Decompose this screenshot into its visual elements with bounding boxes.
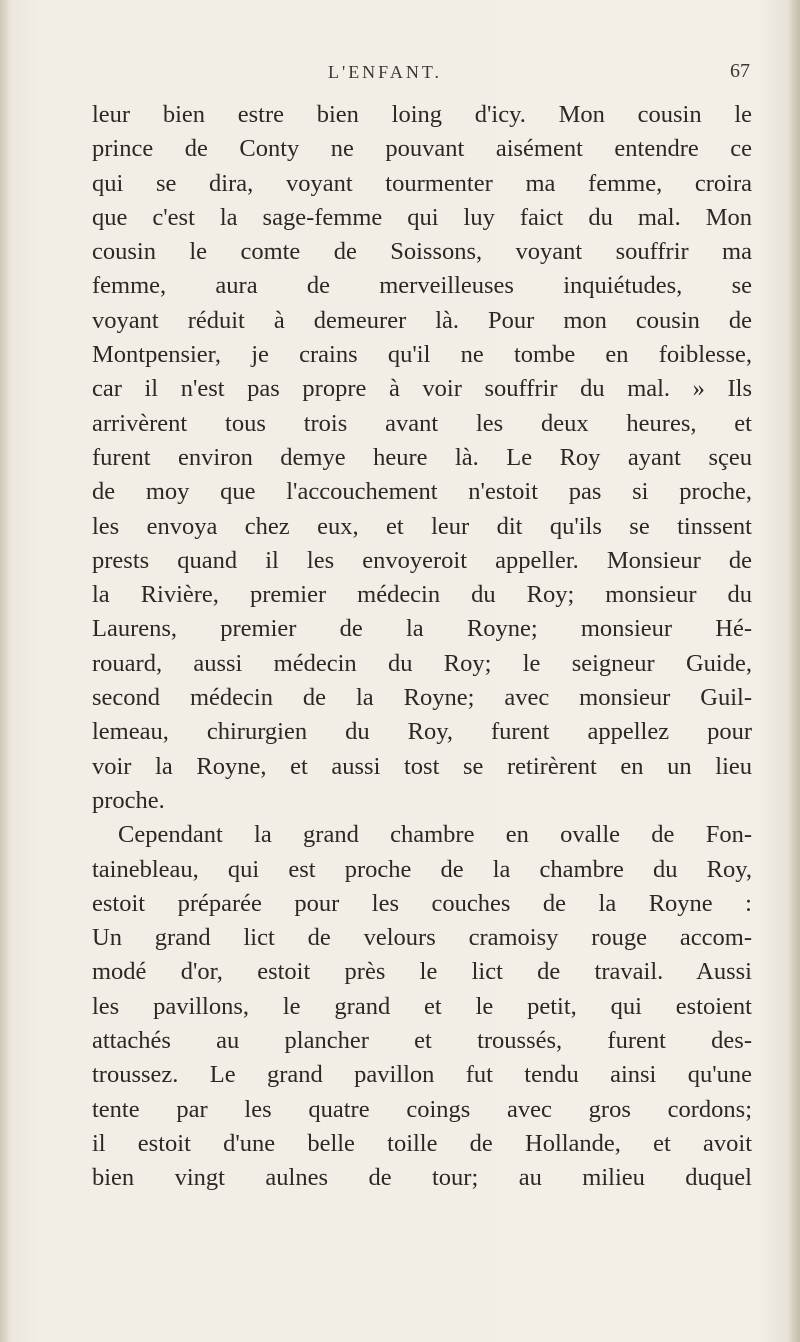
text-line: Laurens, premier de la Royne; monsieur Hé- bbox=[92, 615, 752, 643]
text-line: lemeau, chirurgien du Roy, furent appellez pour bbox=[92, 718, 752, 746]
text-line: les pavillons, le grand et le petit, qui estoient bbox=[92, 992, 752, 1020]
text-line: voir la Royne, et aussi tost se retirèrent en un lieu bbox=[92, 752, 752, 780]
text-line: Montpensier, je crains qu'il ne tombe en foiblesse, bbox=[92, 341, 752, 369]
text-line: tente par les quatre coings avec gros cordons; bbox=[92, 1095, 752, 1123]
text-line: de moy que l'accouchement n'estoit pas si proche, bbox=[92, 478, 752, 506]
text-line: prests quand il les envoyeroit appeller. Monsieur de bbox=[92, 546, 752, 574]
page-gutter-shadow bbox=[0, 0, 10, 1342]
text-line: il estoit d'une belle toille de Hollande, et avoit bbox=[92, 1129, 752, 1157]
text-line: cousin le comte de Soissons, voyant souffrir ma bbox=[92, 238, 752, 266]
text-line: attachés au plancher et troussés, furent des- bbox=[92, 1027, 752, 1055]
text-line: les envoya chez eux, et leur dit qu'ils se tinssent bbox=[92, 512, 752, 540]
text-line: femme, aura de merveilleuses inquiétudes, se bbox=[92, 272, 752, 300]
text-line: tainebleau, qui est proche de la chambre du Roy, bbox=[92, 855, 752, 883]
text-line: furent environ demye heure là. Le Roy ayant sçeu bbox=[92, 443, 752, 471]
text-line: rouard, aussi médecin du Roy; le seigneur Guide, bbox=[92, 649, 752, 677]
body-text bbox=[92, 98, 752, 1196]
text-line: modé d'or, estoit près le lict de travail. Aussi bbox=[92, 958, 752, 986]
text-line: bien vingt aulnes de tour; au milieu duquel bbox=[92, 1164, 752, 1192]
text-line: que c'est la sage-femme qui luy faict du mal. Mon bbox=[92, 203, 752, 231]
paragraph-start-line: Cependant la grand chambre en ovalle de Fon- bbox=[118, 821, 752, 849]
text-line: car il n'est pas propre à voir souffrir du mal. » Ils bbox=[92, 375, 752, 403]
text-line: prince de Conty ne pouvant aisément entendre ce bbox=[92, 135, 752, 163]
page-number: 67 bbox=[730, 60, 750, 82]
text-line: qui se dira, voyant tourmenter ma femme, croira bbox=[92, 169, 752, 197]
text-line: estoit préparée pour les couches de la Royne : bbox=[92, 889, 752, 917]
paragraph-end-line: proche. bbox=[92, 786, 165, 814]
text-line: arrivèrent tous trois avant les deux heures, et bbox=[92, 409, 752, 437]
text-line: Un grand lict de velours cramoisy rouge accom- bbox=[92, 924, 752, 952]
text-line: troussez. Le grand pavillon fut tendu ainsi qu'une bbox=[92, 1061, 752, 1089]
text-line: voyant réduit à demeurer là. Pour mon cousin de bbox=[92, 306, 752, 334]
text-line: leur bien estre bien loing d'icy. Mon cousin le bbox=[92, 101, 752, 128]
text-line: second médecin de la Royne; avec monsieur Guil- bbox=[92, 684, 752, 712]
page-edge bbox=[788, 0, 800, 1342]
text-line: la Rivière, premier médecin du Roy; monsieur du bbox=[92, 581, 752, 609]
running-head: L'ENFANT. bbox=[327, 62, 443, 82]
